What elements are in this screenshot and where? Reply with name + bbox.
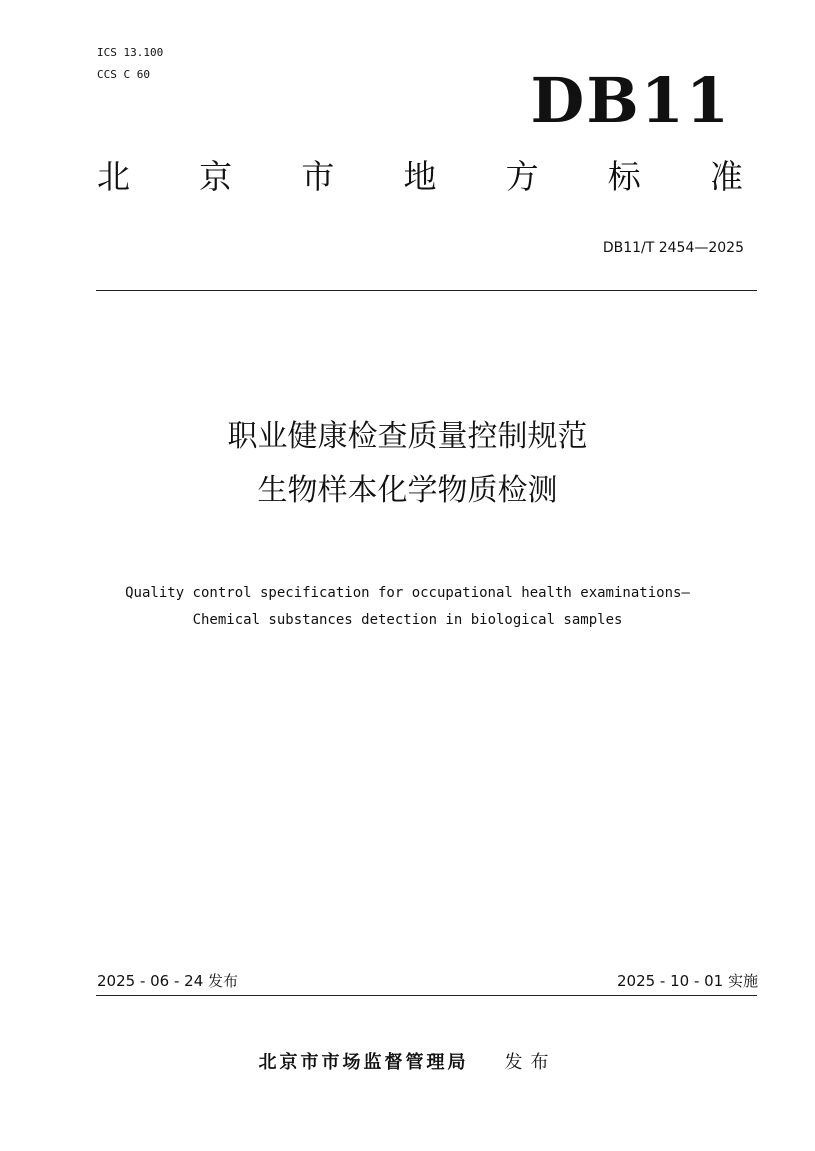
standard-type-title	[97, 157, 743, 196]
standard-type-char: 标	[607, 157, 641, 196]
title-cn-line1: 职业健康检查质量控制规范	[227, 419, 588, 454]
header-divider	[96, 290, 757, 291]
document-number: DB11/T 2454—2025	[602, 240, 744, 256]
publisher	[0, 1048, 815, 1074]
publisher-action: 发布	[504, 1052, 557, 1073]
title-en-line2: Chemical substances detection in biological samples	[192, 612, 623, 628]
ics-code: ICS 13.100	[97, 46, 164, 59]
title-cn-line2: 生物样本化学物质检测	[257, 473, 558, 508]
standard-type-char: 地	[403, 157, 437, 196]
title-en	[0, 580, 815, 634]
title-cn	[0, 410, 815, 518]
publish-date: 2025 - 06 - 24 发布	[97, 972, 239, 990]
standard-type-char: 方	[505, 157, 539, 196]
standard-type-char: 京	[199, 157, 233, 196]
standard-type-char: 准	[709, 157, 743, 196]
standard-type-char: 北	[97, 157, 130, 196]
classification-block	[97, 42, 163, 86]
ccs-code: CCS C 60	[97, 68, 150, 81]
standard-type-char: 市	[301, 157, 335, 196]
footer-divider	[96, 995, 757, 996]
standard-code-logo: DB11	[530, 64, 731, 137]
implement-date: 2025 - 10 - 01 实施	[616, 972, 758, 990]
publisher-org: 北京市市场监督管理局	[258, 1052, 469, 1073]
title-en-line1: Quality control specification for occupational health examinations—	[125, 585, 690, 601]
